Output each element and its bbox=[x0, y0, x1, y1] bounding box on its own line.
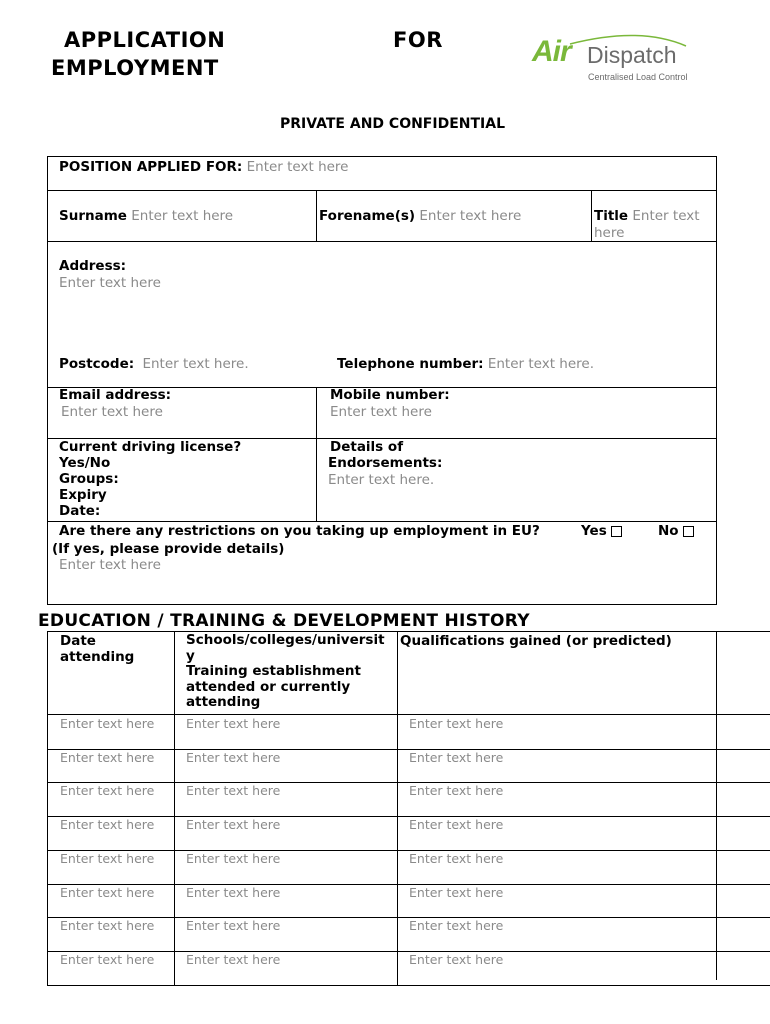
education-qualification-input[interactable]: Enter text here bbox=[409, 918, 504, 933]
endorsements-label: Details of bbox=[330, 439, 404, 455]
education-qualification-input[interactable]: Enter text here bbox=[409, 783, 504, 798]
restrictions-no-label: No bbox=[658, 523, 679, 539]
telephone-label: Telephone number: bbox=[337, 356, 484, 372]
surname-field[interactable] bbox=[59, 208, 233, 224]
education-date-input[interactable]: Enter text here bbox=[60, 952, 155, 967]
title-input[interactable]: Enter text bbox=[632, 208, 700, 224]
education-school-input[interactable]: Enter text here bbox=[186, 851, 281, 866]
no-checkbox[interactable] bbox=[683, 526, 694, 537]
position-field[interactable] bbox=[59, 159, 349, 175]
col-header-school: Schools/colleges/universit y Training establishment attended or currently attending bbox=[186, 632, 385, 710]
endorsements-label-2: Endorsements: bbox=[328, 455, 443, 471]
title-field[interactable] bbox=[594, 208, 700, 224]
license-label: Current driving license? bbox=[59, 439, 242, 455]
education-qualification-input[interactable]: Enter text here bbox=[409, 716, 504, 731]
license-date[interactable]: Date: bbox=[59, 503, 101, 519]
restrictions-no[interactable] bbox=[658, 523, 694, 539]
confidential-label: PRIVATE AND CONFIDENTIAL bbox=[280, 116, 505, 132]
restrictions-yes[interactable] bbox=[581, 523, 622, 539]
position-label: POSITION APPLIED FOR: bbox=[59, 159, 243, 175]
education-heading: EDUCATION / TRAINING & DEVELOPMENT HISTORY bbox=[38, 611, 530, 631]
license-expiry: Expiry bbox=[59, 487, 107, 503]
forename-field[interactable] bbox=[319, 208, 521, 224]
license-groups[interactable]: Groups: bbox=[59, 471, 119, 487]
education-school-input[interactable]: Enter text here bbox=[186, 750, 281, 765]
forename-label: Forename(s) bbox=[319, 208, 416, 224]
education-qualification-input[interactable]: Enter text here bbox=[409, 952, 504, 967]
col-header-date: Date attending bbox=[60, 633, 135, 665]
surname-label: Surname bbox=[59, 208, 127, 224]
education-date-input[interactable]: Enter text here bbox=[60, 918, 155, 933]
mobile-label: Mobile number: bbox=[330, 387, 450, 403]
education-qualification-input[interactable]: Enter text here bbox=[409, 750, 504, 765]
education-date-input[interactable]: Enter text here bbox=[60, 716, 155, 731]
education-date-input[interactable]: Enter text here bbox=[60, 885, 155, 900]
logo-tagline: Centralised Load Control bbox=[588, 72, 688, 82]
education-date-input[interactable]: Enter text here bbox=[60, 851, 155, 866]
email-label: Email address: bbox=[59, 387, 172, 403]
title-for: FOR bbox=[393, 28, 443, 52]
postcode-field[interactable] bbox=[59, 356, 249, 372]
col-header-qualification: Qualifications gained (or predicted) bbox=[400, 633, 672, 649]
email-input[interactable]: Enter text here bbox=[61, 404, 163, 420]
restrictions-question: Are there any restrictions on you taking up employment in EU? bbox=[59, 523, 540, 539]
education-school-input[interactable]: Enter text here bbox=[186, 783, 281, 798]
restrictions-input[interactable]: Enter text here bbox=[59, 557, 161, 573]
airdispatch-logo bbox=[530, 30, 700, 88]
title-employment: EMPLOYMENT bbox=[51, 56, 219, 80]
position-input[interactable]: Enter text here bbox=[246, 159, 349, 175]
education-school-input[interactable]: Enter text here bbox=[186, 885, 281, 900]
mobile-input[interactable]: Enter text here bbox=[330, 404, 432, 420]
surname-input[interactable]: Enter text here bbox=[131, 208, 234, 224]
title-label: Title bbox=[594, 208, 629, 224]
education-date-input[interactable]: Enter text here bbox=[60, 783, 155, 798]
address-label: Address: bbox=[59, 258, 127, 274]
education-date-input[interactable]: Enter text here bbox=[60, 750, 155, 765]
education-date-input[interactable]: Enter text here bbox=[60, 817, 155, 832]
restrictions-yes-label: Yes bbox=[581, 523, 607, 539]
title-application: APPLICATION bbox=[64, 28, 226, 52]
logo-dispatch: Dispatch bbox=[587, 42, 677, 68]
telephone-input[interactable]: Enter text here. bbox=[487, 356, 595, 372]
license-yesno[interactable]: Yes/No bbox=[59, 455, 111, 471]
logo-air: Air bbox=[532, 35, 571, 68]
education-school-input[interactable]: Enter text here bbox=[186, 952, 281, 967]
education-school-input[interactable]: Enter text here bbox=[186, 716, 281, 731]
postcode-label: Postcode: bbox=[59, 356, 135, 372]
education-qualification-input[interactable]: Enter text here bbox=[409, 817, 504, 832]
education-qualification-input[interactable]: Enter text here bbox=[409, 885, 504, 900]
restrictions-details-label: (If yes, please provide details) bbox=[52, 541, 285, 557]
address-input[interactable]: Enter text here bbox=[59, 275, 161, 291]
forename-input[interactable]: Enter text here bbox=[419, 208, 522, 224]
education-qualification-input[interactable]: Enter text here bbox=[409, 851, 504, 866]
row-divider bbox=[47, 985, 770, 986]
title-input-wrap[interactable]: here bbox=[594, 225, 625, 241]
telephone-field[interactable] bbox=[337, 356, 594, 372]
education-school-input[interactable]: Enter text here bbox=[186, 817, 281, 832]
yes-checkbox[interactable] bbox=[611, 526, 622, 537]
endorsements-input[interactable]: Enter text here. bbox=[328, 472, 435, 488]
postcode-input[interactable]: Enter text here. bbox=[142, 356, 249, 372]
education-school-input[interactable]: Enter text here bbox=[186, 918, 281, 933]
